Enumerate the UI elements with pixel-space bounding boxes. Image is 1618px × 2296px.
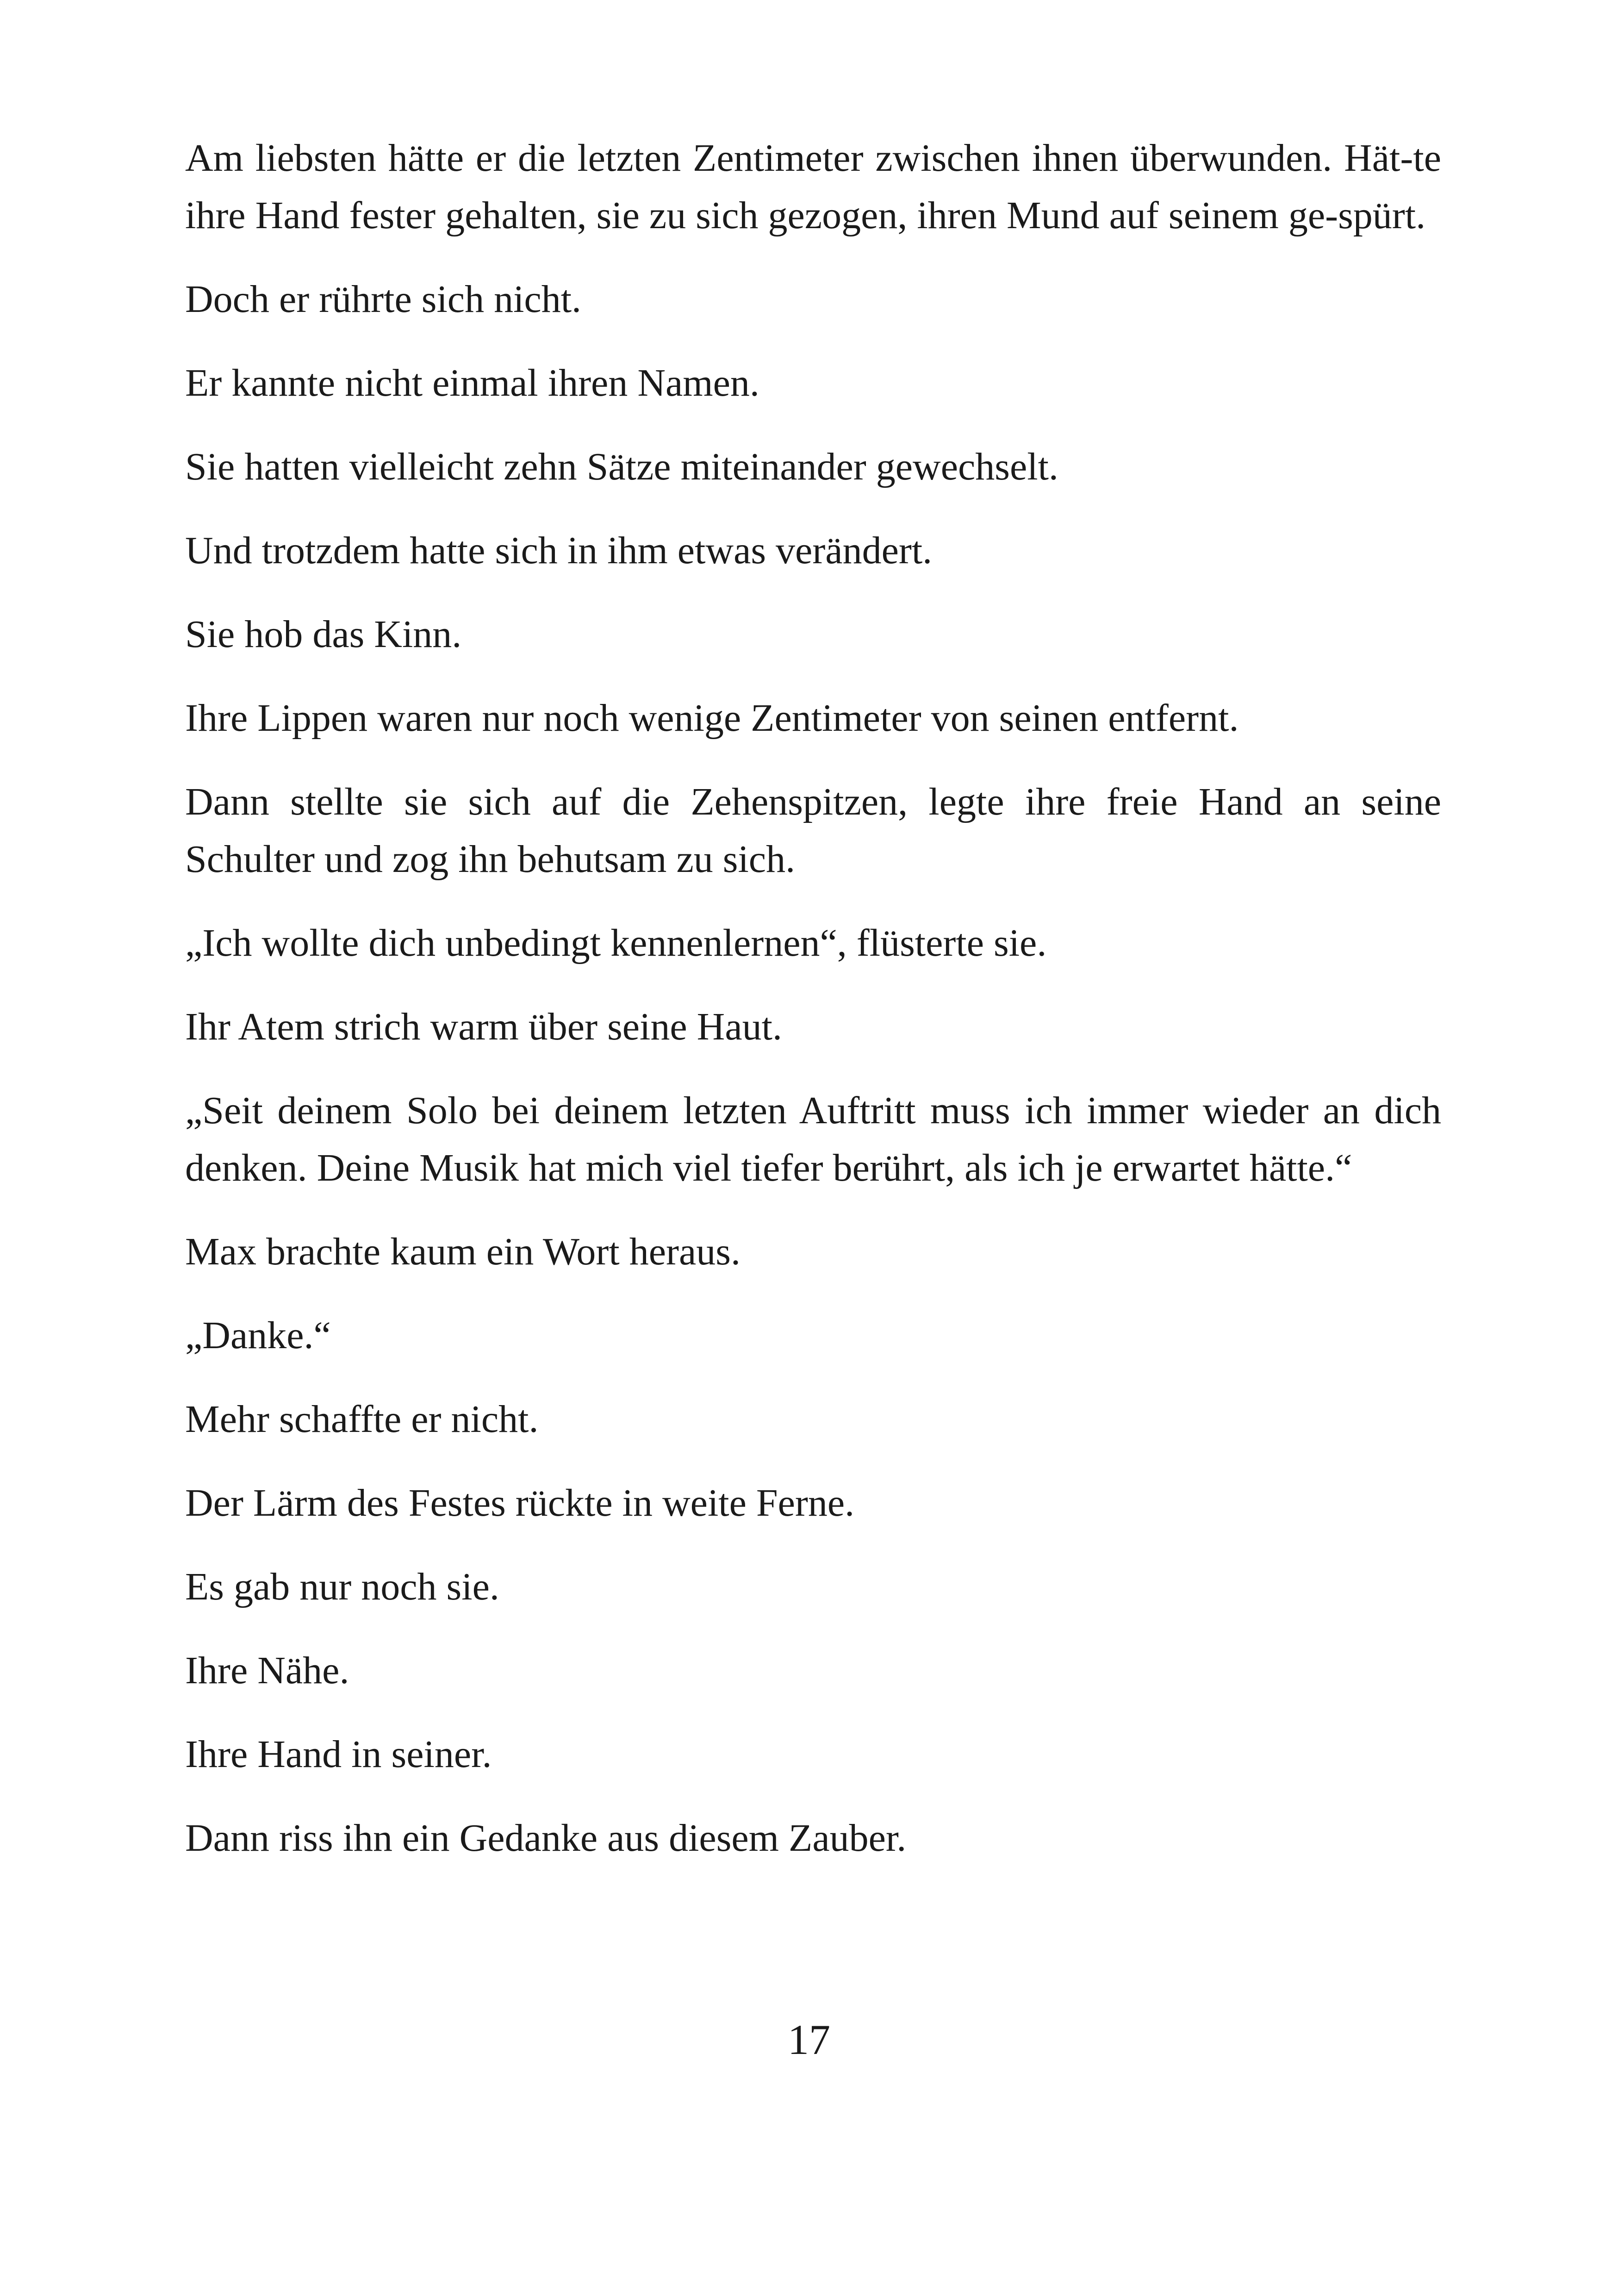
paragraph: Sie hob das Kinn. [185,613,462,656]
paragraph: Mehr schaffte er nicht. [185,1398,539,1441]
paragraph: Dann stellte sie sich auf die Zehenspitzen, legte ihre freie Hand an seine Schulter und zog ihn behutsam zu sich. [185,780,1441,881]
paragraph: Max brachte kaum ein Wort heraus. [185,1230,741,1273]
paragraph: Dann riss ihn ein Gedanke aus diesem Zauber. [185,1817,907,1860]
paragraph: Sie hatten vielleicht zehn Sätze miteinander gewechselt. [185,445,1058,488]
paragraph: Ihr Atem strich warm über seine Haut. [185,1005,782,1048]
paragraph: Es gab nur noch sie. [185,1565,499,1608]
paragraph: Ihre Nähe. [185,1649,349,1692]
paragraph: „Ich wollte dich unbedingt kennenlernen“, flüsterte sie. [185,921,1047,964]
paragraph: Der Lärm des Festes rückte in weite Ferne. [185,1481,855,1524]
paragraph: Am liebsten hätte er die letzten Zentimeter zwischen ihnen überwunden. Hät-te ihre Hand fester gehalten, sie zu sich gezogen, ihren Mund auf seinem ge-spürt. [185,137,1441,237]
paragraph: „Danke.“ [185,1314,331,1357]
paragraph: „Seit deinem Solo bei deinem letzten Auftritt muss ich immer wieder an dich denken. Deine Musik hat mich viel tiefer berührt, als ich je erwartet hätte.“ [185,1089,1441,1189]
page-number: 17 [788,2016,830,2063]
paragraph: Und trotzdem hatte sich in ihm etwas verändert. [185,529,933,572]
paragraph: Ihre Hand in seiner. [185,1733,492,1776]
body-text [185,130,1441,1893]
paragraph: Doch er rührte sich nicht. [185,278,582,321]
paragraph: Ihre Lippen waren nur noch wenige Zentimeter von seinen entfernt. [185,697,1239,740]
paragraph: Er kannte nicht einmal ihren Namen. [185,361,759,404]
